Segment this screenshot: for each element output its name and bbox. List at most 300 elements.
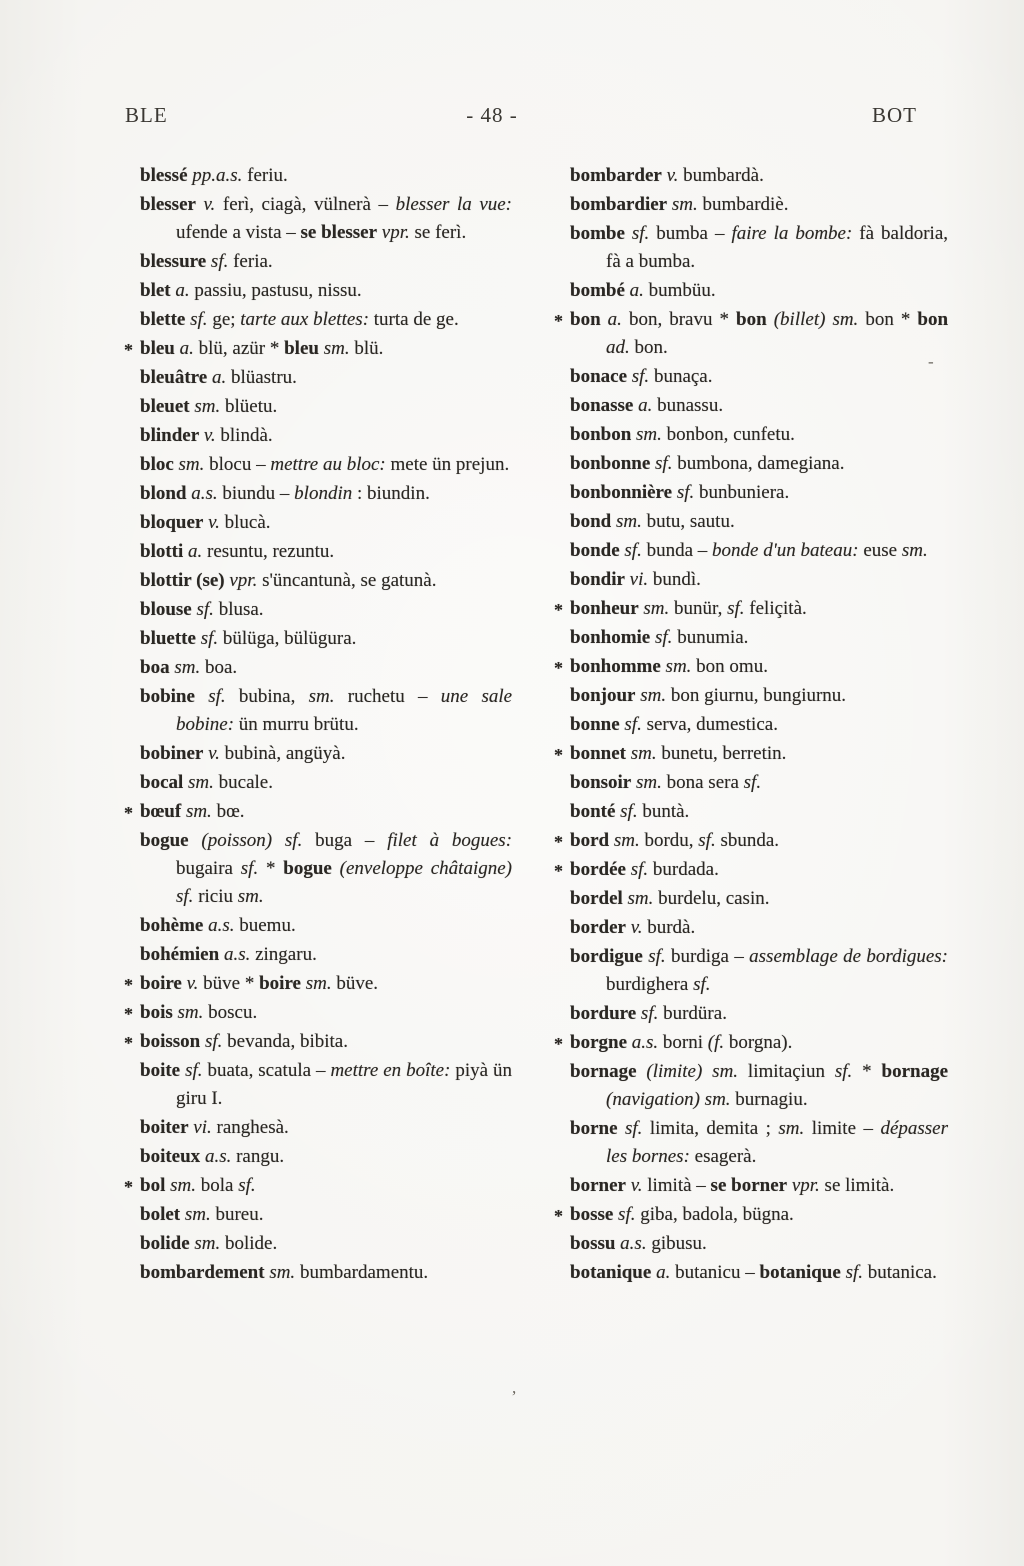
translation-text: bülüga, bülügura. <box>222 628 357 649</box>
headword: borne <box>570 1118 618 1139</box>
translation-text: fà baldoria, fà a bumba. <box>606 223 949 272</box>
grammar-abbrev: sf. <box>238 1175 256 1196</box>
homonym-star-marker: * <box>554 745 563 765</box>
grammar-abbrev: sm. <box>269 1262 296 1283</box>
grammar-abbrev: sf. <box>200 628 219 649</box>
translation-text: * <box>862 1061 872 1082</box>
translation-text: resuntu, rezuntu. <box>207 541 335 562</box>
grammar-abbrev: tarte aux blettes: <box>240 309 370 330</box>
grammar-abbrev: a.s. <box>208 915 235 936</box>
translation-text: blü, azür * <box>198 338 280 359</box>
translation-text: bon, bravu * <box>628 309 730 330</box>
dictionary-entry <box>140 1114 512 1142</box>
grammar-abbrev: a. <box>175 280 190 301</box>
headword: bocal <box>140 772 184 793</box>
translation-text: bumba – <box>656 223 725 244</box>
grammar-abbrev: dépasser les bornes: <box>606 1118 949 1167</box>
headword: boisson <box>140 1031 201 1052</box>
grammar-abbrev: a.s. <box>223 944 251 965</box>
grammar-abbrev: (enveloppe châtaigne) sf. <box>176 858 512 907</box>
grammar-abbrev: blondin <box>294 483 353 504</box>
dictionary-entry <box>140 1057 512 1113</box>
headword: bobine <box>140 686 195 707</box>
grammar-abbrev: sf. <box>648 946 666 967</box>
translation-text: bunaça. <box>653 366 713 387</box>
headword: se borner <box>710 1175 788 1196</box>
grammar-abbrev: sf. <box>630 859 649 880</box>
dictionary-entry <box>140 1201 512 1229</box>
headword: bonbon <box>570 424 632 445</box>
dictionary-entry <box>140 1143 512 1171</box>
headword: bonhomme <box>570 656 661 677</box>
headword: bonté <box>570 801 616 822</box>
dictionary-entry <box>570 1000 948 1028</box>
translation-text: bumbardiè. <box>702 194 789 215</box>
translation-text: bumbona, damegiana. <box>677 453 845 474</box>
dictionary-entry <box>140 277 512 305</box>
dictionary-entry <box>570 220 948 276</box>
grammar-abbrev: sf. <box>698 830 716 851</box>
grammar-abbrev: sm. <box>174 657 201 678</box>
dictionary-entry <box>140 162 512 190</box>
grammar-abbrev: a.s. <box>620 1233 647 1254</box>
grammar-abbrev: a.s. <box>631 1032 659 1053</box>
headword: bosse <box>570 1204 614 1225</box>
dictionary-entry <box>140 567 512 595</box>
grammar-abbrev: sf. <box>204 1031 223 1052</box>
dictionary-entry <box>140 451 512 479</box>
grammar-abbrev: sm. <box>323 338 350 359</box>
grammar-abbrev: (poisson) sf. <box>201 830 303 851</box>
translation-text: boa. <box>204 657 238 678</box>
dictionary-entry <box>140 740 512 768</box>
dictionary-entry <box>140 769 512 797</box>
dictionary-entry <box>124 970 512 998</box>
translation-text: burdada. <box>652 859 719 880</box>
homonym-star-marker: * <box>554 1034 563 1054</box>
grammar-abbrev: filet à bogues: <box>387 830 513 851</box>
translation-text: serva, dumestica. <box>646 714 778 735</box>
dictionary-entry <box>570 162 948 190</box>
dictionary-entry <box>124 1172 512 1200</box>
dictionary-entry <box>570 421 948 449</box>
grammar-abbrev: sf. <box>210 251 229 272</box>
translation-text: blüastru. <box>230 367 297 388</box>
grammar-abbrev: sf. <box>624 714 642 735</box>
dictionary-entry <box>570 479 948 507</box>
dictionary-entry <box>570 769 948 797</box>
homonym-star-marker: * <box>554 311 563 331</box>
translation-text: ge; <box>212 309 236 330</box>
translation-text: blindà. <box>220 425 273 446</box>
headword: boa <box>140 657 170 678</box>
dictionary-entry <box>140 306 512 334</box>
grammar-abbrev: sm. <box>170 1175 196 1196</box>
headword: bond <box>570 511 612 532</box>
headword: bogue <box>283 858 332 879</box>
grammar-abbrev: sm. <box>640 685 667 706</box>
translation-text: riciu <box>198 886 234 907</box>
dictionary-entry <box>554 827 948 855</box>
grammar-abbrev: sm. <box>194 1233 221 1254</box>
dictionary-entry <box>124 1028 512 1056</box>
grammar-abbrev: vi. <box>629 569 649 590</box>
grammar-abbrev: sm. <box>178 454 205 475</box>
headword: bogue <box>140 830 189 851</box>
translation-text: se limità. <box>824 1175 895 1196</box>
translation-text: sbunda. <box>720 830 780 851</box>
dictionary-entry <box>140 596 512 624</box>
headword: bordigue <box>570 946 643 967</box>
headword: bonasse <box>570 395 634 416</box>
headword: bornage <box>881 1061 949 1082</box>
homonym-star-marker: * <box>554 861 563 881</box>
translation-text: bona sera <box>666 772 739 793</box>
translation-text: bunbuniera. <box>699 482 790 503</box>
grammar-abbrev: (f. <box>707 1032 725 1053</box>
headword: boiter <box>140 1117 189 1138</box>
grammar-abbrev: sm. <box>308 686 335 707</box>
headword: bohème <box>140 915 204 936</box>
translation-text: bumbardà. <box>683 165 764 186</box>
homonym-star-marker: * <box>554 1206 563 1226</box>
translation-text: bordu, <box>644 830 694 851</box>
homonym-star-marker: * <box>554 600 563 620</box>
grammar-abbrev: sm. <box>901 540 928 561</box>
grammar-abbrev: vpr. <box>381 222 410 243</box>
translation-text: bureu. <box>215 1204 264 1225</box>
translation-text: bumbardamentu. <box>299 1262 429 1283</box>
translation-text: bumbüu. <box>648 280 716 301</box>
translation-text: burdiga – <box>670 946 744 967</box>
grammar-abbrev: mettre au bloc: <box>270 454 386 475</box>
grammar-abbrev: sm. <box>636 772 662 793</box>
translation-text: buemu. <box>239 915 296 936</box>
grammar-abbrev: a. <box>211 367 227 388</box>
grammar-abbrev: vpr. <box>791 1175 820 1196</box>
headword: bombardement <box>140 1262 265 1283</box>
translation-text: blocu – <box>209 454 266 475</box>
headword: bol <box>140 1175 166 1196</box>
translation-text: giba, badola, bügna. <box>640 1204 794 1225</box>
grammar-abbrev: sm. <box>613 830 640 851</box>
dictionary-entry <box>124 798 512 826</box>
grammar-abbrev: sf. <box>240 858 259 879</box>
translation-text: piyà ün giru I. <box>176 1060 513 1109</box>
translation-text: bundì. <box>652 569 701 590</box>
headword: boite <box>140 1060 181 1081</box>
translation-text: se ferì. <box>414 222 467 243</box>
grammar-abbrev: blesser la vue: <box>395 194 513 215</box>
translation-text: rangu. <box>236 1146 285 1167</box>
grammar-abbrev: v. <box>203 194 216 215</box>
translation-text: bunür, <box>674 598 723 619</box>
grammar-abbrev: sf. <box>655 453 673 474</box>
page-number: - 48 - <box>466 103 518 127</box>
grammar-abbrev: mettre en boîte: <box>330 1060 451 1081</box>
grammar-abbrev: a. <box>629 280 644 301</box>
page-header <box>0 103 1024 133</box>
grammar-abbrev: sm. <box>627 888 654 909</box>
headword: bonhomie <box>570 627 651 648</box>
translation-text: blucà. <box>224 512 271 533</box>
grammar-abbrev: a. <box>188 541 203 562</box>
grammar-abbrev: a.s. <box>204 1146 232 1167</box>
dictionary-entry <box>140 683 512 739</box>
grammar-abbrev: sf. <box>631 366 650 387</box>
dictionary-entry <box>570 508 948 536</box>
grammar-abbrev: bonde d'un bateau: <box>712 540 859 561</box>
headword: bossu <box>570 1233 616 1254</box>
headword: blinder <box>140 425 200 446</box>
translation-text: butanicu – <box>675 1262 755 1283</box>
translation-text: biundu – <box>222 483 290 504</box>
headword: bleu <box>284 338 319 359</box>
dictionary-entry <box>570 682 948 710</box>
grammar-abbrev: a.s. <box>191 483 218 504</box>
dictionary-entry <box>140 625 512 653</box>
dictionary-entry <box>140 538 512 566</box>
dictionary-entry <box>554 653 948 681</box>
grammar-abbrev: sf. <box>693 974 711 995</box>
dictionary-entry <box>140 827 512 911</box>
dictionary-entry <box>570 711 948 739</box>
headword: bohémien <box>140 944 220 965</box>
grammar-abbrev: sm. <box>636 424 662 445</box>
translation-text: borgna). <box>728 1032 793 1053</box>
translation-text: burdüra. <box>663 1003 727 1024</box>
translation-text: feria. <box>233 251 273 272</box>
grammar-abbrev: (navigation) sm. <box>606 1089 731 1110</box>
left-column <box>124 162 513 1288</box>
dictionary-entry <box>570 191 948 219</box>
translation-text: ruchetu – <box>347 686 428 707</box>
translation-text: burdelu, casin. <box>658 888 770 909</box>
dictionary-entry <box>124 999 512 1027</box>
headword: blette <box>140 309 186 330</box>
headword: bombe <box>570 223 625 244</box>
translation-text: bugaira <box>176 858 233 879</box>
guide-word-left: BLE <box>125 103 168 127</box>
dictionary-entry <box>570 943 948 999</box>
grammar-abbrev: sm. <box>665 656 692 677</box>
dictionary-entry <box>140 941 512 969</box>
translation-text: buntà. <box>642 801 690 822</box>
translation-text: bon omu. <box>696 656 768 677</box>
grammar-abbrev: (limite) sm. <box>646 1061 739 1082</box>
translation-text: blusa. <box>218 599 264 620</box>
headword: bonnet <box>570 743 626 764</box>
headword: bordée <box>570 859 626 880</box>
grammar-abbrev: sf. <box>185 1060 203 1081</box>
headword: bleuet <box>140 396 190 417</box>
grammar-abbrev: v. <box>208 512 220 533</box>
dictionary-entry <box>140 191 512 247</box>
headword: bonde <box>570 540 620 561</box>
grammar-abbrev: pp.a.s. <box>192 165 243 186</box>
right-column <box>554 162 949 1288</box>
headword: se blesser <box>300 222 378 243</box>
dictionary-entry <box>554 1029 948 1057</box>
headword: bombardier <box>570 194 668 215</box>
headword: bloc <box>140 454 174 475</box>
grammar-abbrev: ad. <box>606 337 630 358</box>
grammar-abbrev: sf. <box>655 627 673 648</box>
translation-text: büve * <box>203 973 255 994</box>
translation-text: burdighera <box>606 974 689 995</box>
translation-text: burnagiu. <box>735 1089 808 1110</box>
translation-text: ferì, ciagà, vülnerà – <box>222 194 388 215</box>
translation-text: ranghesà. <box>216 1117 289 1138</box>
headword: bombé <box>570 280 625 301</box>
headword: bornage <box>570 1061 637 1082</box>
translation-text: bucale. <box>218 772 273 793</box>
translation-text: blü. <box>354 338 384 359</box>
translation-text: limitaçiun <box>747 1061 825 1082</box>
grammar-abbrev: sm. <box>184 1204 211 1225</box>
headword: blotti <box>140 541 184 562</box>
translation-text: bunassu. <box>657 395 724 416</box>
homonym-star-marker: * <box>124 975 133 995</box>
translation-text: mete ün prejun. <box>390 454 510 475</box>
translation-text: zingaru. <box>255 944 317 965</box>
translation-text: feriu. <box>247 165 288 186</box>
headword: bord <box>570 830 610 851</box>
grammar-abbrev: sm. <box>237 886 264 907</box>
grammar-abbrev: a. <box>638 395 653 416</box>
translation-text: ün murru brütu. <box>238 714 359 735</box>
dictionary-entry <box>554 856 948 884</box>
headword: bobiner <box>140 743 204 764</box>
translation-text: bolide. <box>225 1233 278 1254</box>
dictionary-entry <box>554 1201 948 1229</box>
grammar-abbrev: sm. <box>643 598 670 619</box>
dictionary-entry <box>570 798 948 826</box>
dictionary-entry <box>570 1230 948 1258</box>
dictionary-entry <box>570 392 948 420</box>
headword: border <box>570 917 626 938</box>
translation-text: turta de ge. <box>373 309 459 330</box>
grammar-abbrev: sf. <box>620 801 638 822</box>
headword: bondir <box>570 569 625 590</box>
dictionary-entry <box>570 1172 948 1200</box>
translation-text: bubina, <box>238 686 296 707</box>
headword: bon <box>917 309 949 330</box>
translation-text: bonbon, cunfetu. <box>666 424 795 445</box>
translation-text: bunda – <box>646 540 708 561</box>
translation-text: gibusu. <box>651 1233 707 1254</box>
translation-text: bon giurnu, bungiurnu. <box>670 685 847 706</box>
grammar-abbrev: sm. <box>671 194 698 215</box>
headword: bonheur <box>570 598 639 619</box>
headword: bon <box>570 309 601 330</box>
headword: bombarder <box>570 165 662 186</box>
headword: bonace <box>570 366 627 387</box>
translation-text: : biundin. <box>356 483 430 504</box>
translation-text: bunetu, berretin. <box>661 743 787 764</box>
translation-text: euse <box>863 540 898 561</box>
grammar-abbrev: sf. <box>624 540 642 561</box>
grammar-abbrev: sm. <box>177 1002 204 1023</box>
translation-text: limità – <box>647 1175 706 1196</box>
grammar-abbrev: (billet) sm. <box>773 309 859 330</box>
homonym-star-marker: * <box>124 340 133 360</box>
translation-text: s'üncantunà, se gatunà. <box>262 570 437 591</box>
translation-text: borni <box>662 1032 704 1053</box>
grammar-abbrev: sm. <box>630 743 657 764</box>
translation-text: ufende a vista – <box>176 222 296 243</box>
grammar-abbrev: v. <box>630 1175 643 1196</box>
translation-text: bon * <box>865 309 911 330</box>
translation-text: butu, sautu. <box>646 511 735 532</box>
grammar-abbrev: a. <box>607 309 622 330</box>
dictionary-entry <box>554 595 948 623</box>
homonym-star-marker: * <box>124 1033 133 1053</box>
grammar-abbrev: v. <box>203 425 216 446</box>
headword: bonjour <box>570 685 636 706</box>
dictionary-entry <box>570 566 948 594</box>
grammar-abbrev: sf. <box>631 223 650 244</box>
translation-text: butanica. <box>867 1262 937 1283</box>
translation-text: bunumia. <box>677 627 749 648</box>
grammar-abbrev: sf. <box>196 599 214 620</box>
grammar-abbrev: faire la bombe: <box>731 223 853 244</box>
translation-text: bevanda, bibita. <box>227 1031 348 1052</box>
headword: bœuf <box>140 801 182 822</box>
homonym-star-marker: * <box>124 1177 133 1197</box>
dictionary-entry <box>570 537 948 565</box>
translation-text: feliçità. <box>749 598 807 619</box>
dictionary-entry <box>570 1115 948 1171</box>
homonym-star-marker: * <box>124 803 133 823</box>
grammar-abbrev: v. <box>630 917 643 938</box>
grammar-abbrev: vi. <box>193 1117 212 1138</box>
headword: blottir (se) <box>140 570 225 591</box>
grammar-abbrev: sf. <box>845 1262 863 1283</box>
translation-text: bola <box>200 1175 234 1196</box>
scan-artifact: - <box>928 352 934 371</box>
dictionary-entry <box>570 277 948 305</box>
dictionary-entry <box>140 509 512 537</box>
headword: bonsoir <box>570 772 632 793</box>
headword: botanique <box>759 1262 841 1283</box>
grammar-abbrev: sm. <box>188 772 214 793</box>
translation-text: buata, scatula – <box>207 1060 326 1081</box>
translation-text: buga – <box>315 830 375 851</box>
grammar-abbrev: v. <box>186 973 199 994</box>
guide-word-right: BOT <box>872 103 917 127</box>
dictionary-entry <box>570 914 948 942</box>
headword: botanique <box>570 1262 652 1283</box>
translation-text: bubinà, angüyà. <box>224 743 346 764</box>
headword: bluette <box>140 628 196 649</box>
dictionary-entry <box>554 306 949 362</box>
headword: blesser <box>140 194 196 215</box>
headword: blouse <box>140 599 192 620</box>
translation-text: passiu, pastusu, nissu. <box>194 280 362 301</box>
scan-artifact: , <box>512 1378 517 1397</box>
headword: boire <box>259 973 301 994</box>
translation-text: büve. <box>336 973 379 994</box>
translation-text: limite – <box>811 1118 873 1139</box>
headword: bonbonnière <box>570 482 673 503</box>
homonym-star-marker: * <box>124 1004 133 1024</box>
grammar-abbrev: sf. <box>834 1061 853 1082</box>
headword: blessure <box>140 251 207 272</box>
dictionary-entry <box>124 335 512 363</box>
dictionary-entry <box>570 885 948 913</box>
grammar-abbrev: a. <box>179 338 194 359</box>
